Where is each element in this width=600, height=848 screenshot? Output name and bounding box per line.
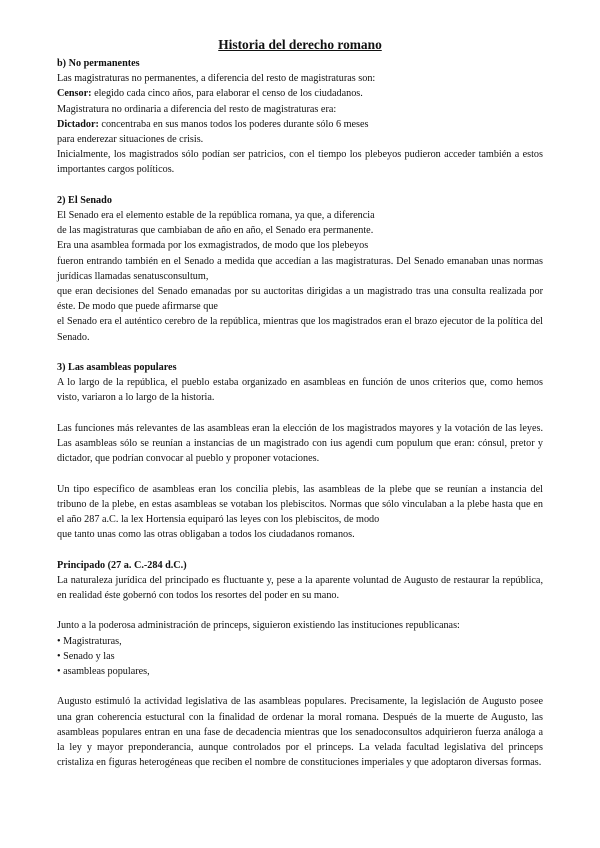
spacer [57,603,543,618]
paragraph: que eran decisiones del Senado emanadas por su auctoritas dirigidas a un magistrado tras una consulta realizada por éste. De modo que puede afirmarse que [57,286,543,313]
heading-asambleas: 3) Las asambleas populares [57,362,177,374]
paragraph: Inicialmente, los magistrados sólo podían ser patricios, con el tiempo los plebeyos pudieron acceder también a estos importantes cargos políticos. [57,149,543,176]
spacer [57,345,543,360]
dictador-line [57,117,543,132]
paragraph-line: Las magistraturas no permanentes, a diferencia del resto de magistraturas son: [57,73,376,85]
paragraph-line: Era una asamblea formada por los exmagistrados, de modo que los plebeyos [57,240,369,252]
paragraph: La naturaleza jurídica del principado es fluctuante y, pese a la aparente voluntad de Augusto de restaurar la república, en realidad éste gobernó con todos los resortes del poder en su mano. [57,574,543,602]
spacer [57,466,543,481]
paragraph: el Senado era el auténtico cerebro de la república, mientras que los magistrados eran el brazo ejecutor de la política del Senado. [57,316,543,343]
paragraph: A lo largo de la república, el pueblo estaba organizado en asambleas en función de unos criterios que, como hemos visto, variaron a lo largo de la historia. [57,377,543,404]
censor-line [57,86,543,101]
spacer [57,178,543,193]
list-item: • Magistraturas, [57,635,122,647]
paragraph-line: Magistratura no ordinaria a diferencia del resto de magistraturas era: [57,103,337,115]
list-item: • asambleas populares, [57,666,150,678]
paragraph-line: de las magistraturas que cambiaban de año en año, el Senado era permanente. [57,225,374,237]
paragraph-line: para enderezar situaciones de crisis. [57,134,204,146]
censor-label: Censor: [57,88,92,100]
paragraph: fueron entrando también en el Senado a medida que accedían a las magistraturas. Del Senado emanaban unas normas jurídicas llamadas senatusconsultum, [57,255,543,282]
spacer [57,679,543,694]
censor-text: elegido cada cinco años, para elaborar el censo de los ciudadanos. [91,88,363,100]
document-body [57,36,543,770]
paragraph-line: Junto a la poderosa administración de princeps, siguieron existiendo las instituciones republicanas: [57,620,460,632]
paragraph: Las funciones más relevantes de las asambleas eran la elección de los magistrados mayores y la votación de las leyes. Las asambleas sólo se reunían a instancias de un magistrado con ius agendi cum populum que eran: cónsul, pretor y dictador, que podrían convocar al pueblo y proponer votaciones. [57,422,543,465]
spacer [57,406,543,421]
list-item: • Senado y las [57,650,115,662]
document-title: Historia del derecho romano [218,37,382,52]
paragraph: Un tipo específico de asambleas eran los concilia plebis, las asambleas de la plebe que se reunían a instancia del tribuno de la plebe, en estas asambleas se votaban los plebiscitos. Normas que sólo vinculaban a la plebe hasta que en el año 287 a.C. la lex Hortensia equiparó las leyes con los plebiscitos, de modo [57,483,543,526]
spacer [57,542,543,557]
paragraph-line: El Senado era el elemento estable de la república romana, ya que, a diferencia [57,210,375,222]
paragraph: Augusto estimuló la actividad legislativa de las asambleas populares. Precisamente, la legislación de Augusto posee una gran coherencia estuctural con la finalidad de ordenar la moral romana. Después de la muerte de Augusto, las asambleas populares entran en una fase de decadencia mientras que los senadoconsultos adquirieron fuerza análoga a la ley y mayor preponderancia, aunque controlados por el princeps. La velada facultad legislativa del princeps cristaliza en figuras heterogéneas que reciben el nombre de constituciones imperiales y que adoptaron diversas formas. [57,696,543,769]
heading-principado: Principado (27 a. C.-284 d.C.) [57,559,187,571]
heading-no-permanentes: b) No permanentes [57,58,140,69]
dictador-text: concentraba en sus manos todos los poderes durante sólo 6 meses [98,118,369,130]
dictador-label: Dictador: [57,118,99,130]
paragraph-line: que tanto unas como las otras obligaban a todos los ciudadanos romanos. [57,529,355,541]
heading-senado: 2) El Senado [57,194,112,206]
